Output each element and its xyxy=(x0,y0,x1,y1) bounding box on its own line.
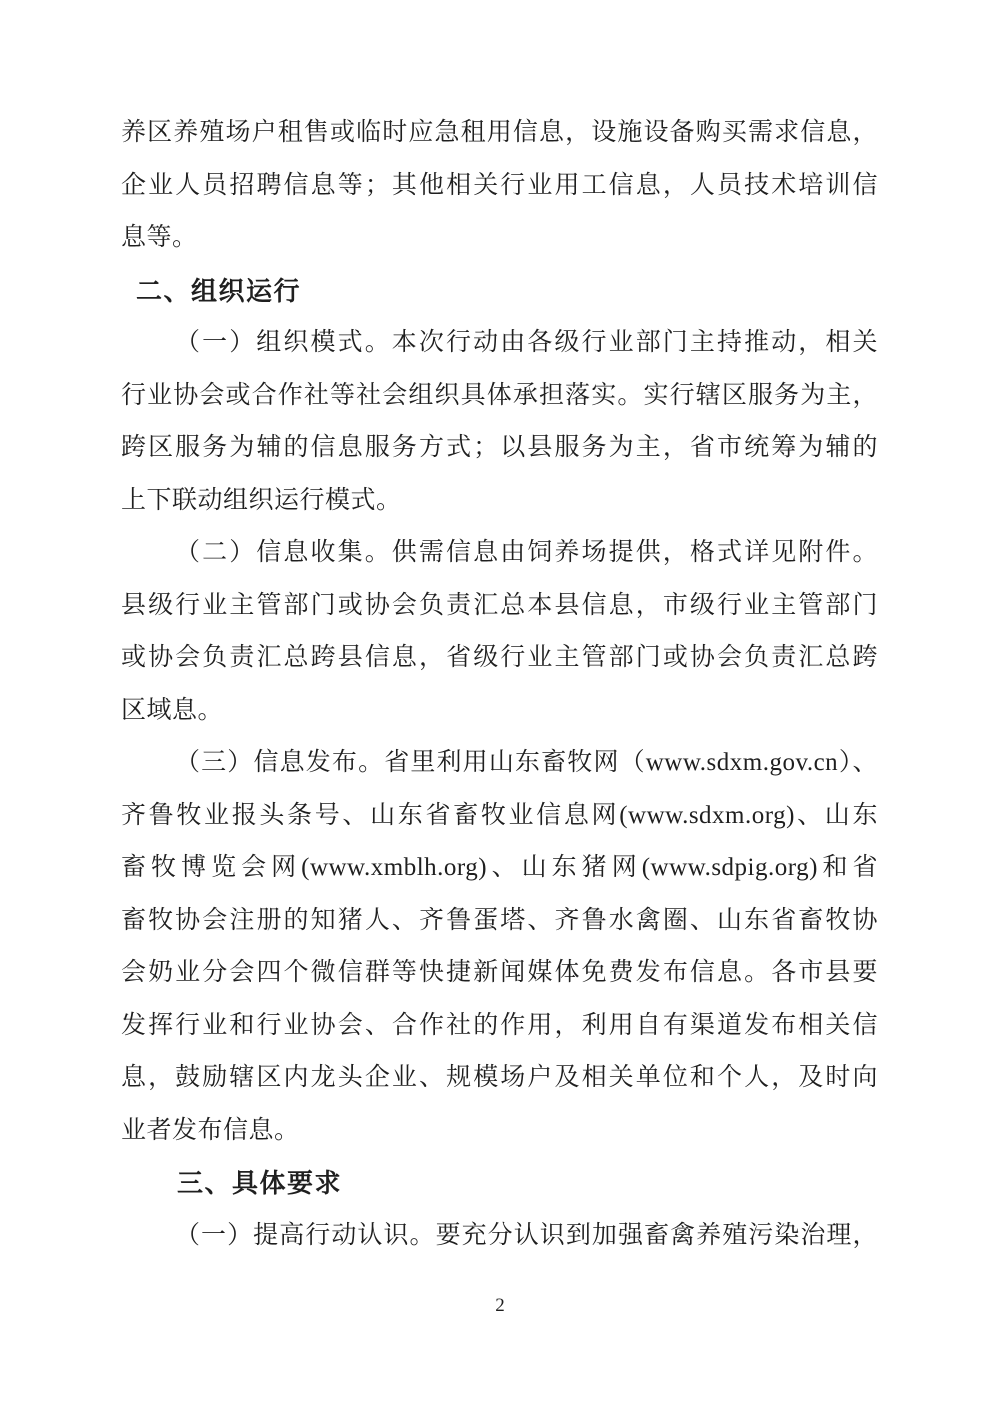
text-line: 息，鼓励辖区内龙头企业、规模场户及相关单位和个人，及时向 xyxy=(121,1064,878,1091)
text-line: 息等。 xyxy=(121,224,198,251)
text-line: （一）组织模式。本次行动由各级行业部门主持推动，相关 xyxy=(175,329,878,356)
text-line: （三）信息发布。省里利用山东畜牧网（www.sdxm.gov.cn）、 xyxy=(175,749,878,776)
text-line: 养区养殖场户租售或临时应急租用信息，设施设备购买需求信息， xyxy=(121,119,878,146)
document-body xyxy=(121,107,878,1262)
text-line: 跨区服务为辅的信息服务方式；以县服务为主，省市统筹为辅的 xyxy=(121,434,878,461)
text-line: 二、组织运行 xyxy=(136,275,302,306)
text-line: 三、具体要求 xyxy=(177,1168,343,1198)
text-line: 畜牧协会注册的知猪人、齐鲁蛋塔、齐鲁水禽圈、山东省畜牧协 xyxy=(121,906,878,934)
text-line: 业者发布信息。 xyxy=(121,1116,300,1144)
text-line: 齐鲁牧业报头条号、山东省畜牧业信息网(www.sdxm.org)、山东 xyxy=(121,801,878,829)
text-line: 发挥行业和行业协会、合作社的作用，利用自有渠道发布相关信 xyxy=(121,1011,878,1039)
text-line: 畜牧博览会网(www.xmblh.org)、山东猪网(www.sdpig.org)和省 xyxy=(121,854,878,881)
text-line: 区域息。 xyxy=(121,696,224,724)
text-line: （二）信息收集。供需信息由饲养场提供，格式详见附件。 xyxy=(175,539,878,566)
text-line: 企业人员招聘信息等；其他相关行业用工信息，人员技术培训信 xyxy=(121,171,878,199)
text-line: 上下联动组织运行模式。 xyxy=(121,486,402,514)
text-line: 县级行业主管部门或协会负责汇总本县信息，市级行业主管部门 xyxy=(121,591,878,619)
text-line: 或协会负责汇总跨县信息，省级行业主管部门或协会负责汇总跨 xyxy=(121,644,878,671)
text-line: 行业协会或合作社等社会组织具体承担落实。实行辖区服务为主， xyxy=(121,381,878,409)
text-line: （一）提高行动认识。要充分认识到加强畜禽养殖污染治理， xyxy=(175,1221,878,1249)
page-number: 2 xyxy=(495,1295,505,1316)
text-line: 会奶业分会四个微信群等快捷新闻媒体免费发布信息。各市县要 xyxy=(121,959,878,986)
